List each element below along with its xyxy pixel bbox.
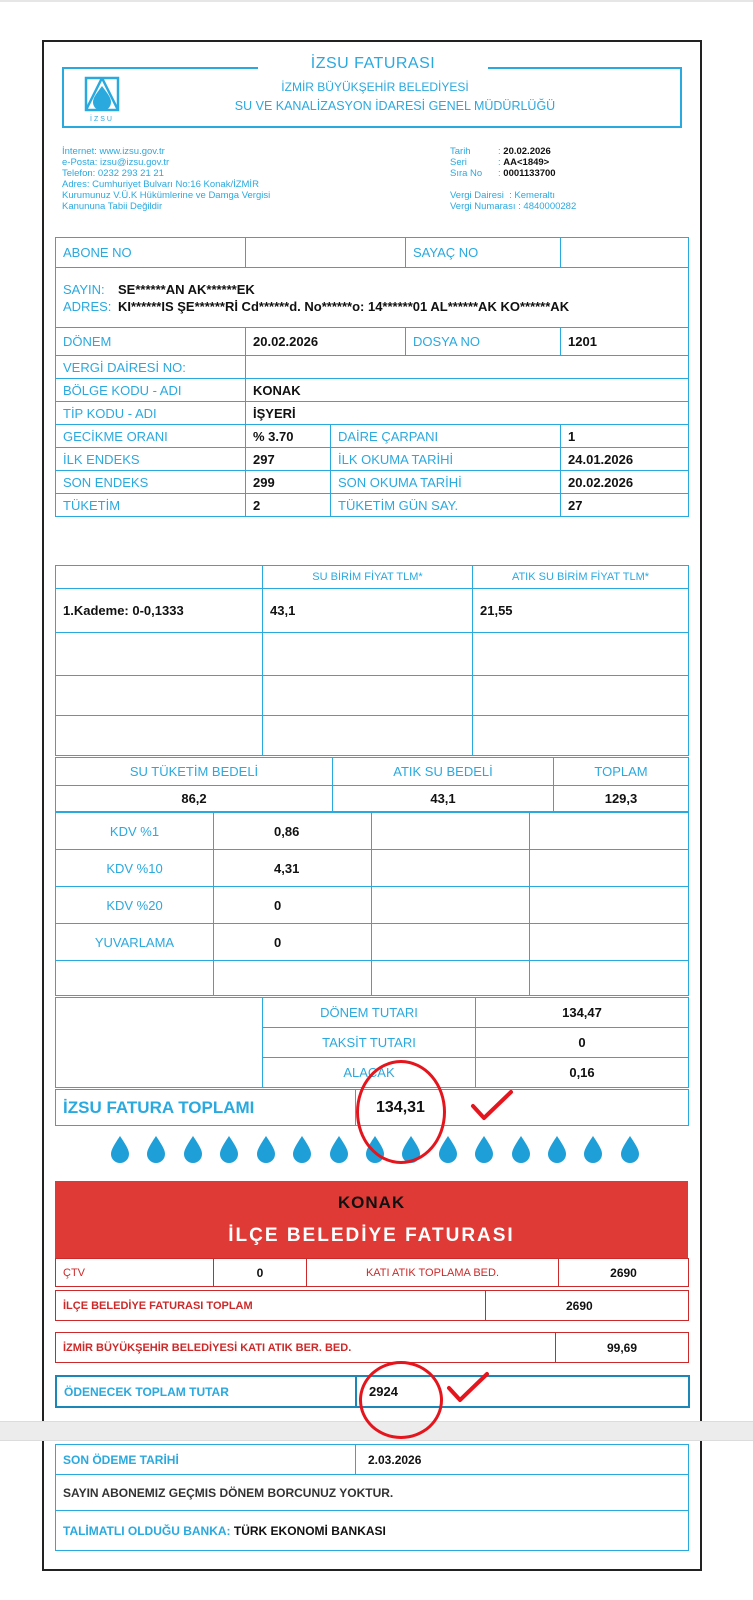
- info-line: Kurumunuz V.Ü.K Hükümlerine ve Damga Vergisi: [62, 190, 271, 201]
- checkmark-icon: [470, 1088, 514, 1124]
- logo-text: İZSU: [90, 116, 114, 123]
- checkmark-icon: [446, 1370, 490, 1406]
- tax-table: [55, 812, 689, 996]
- son-okuma-value: 20.02.2026: [561, 471, 689, 494]
- ctv-label: ÇTV: [56, 1259, 214, 1287]
- sayac-no-label: SAYAÇ NO: [406, 238, 561, 268]
- invoice-meta: Tarih : 20.02.2026 Seri : AA<1849> Sıra No : 0001133700 Vergi Dairesi : Kemeraltı Vergi Numarası : 4840000282: [450, 146, 577, 212]
- bolge-label: BÖLGE KODU - ADI: [56, 379, 246, 402]
- kdv-value: 0,86: [214, 813, 372, 850]
- ilk-endeks-label: İLK ENDEKS: [56, 448, 246, 471]
- bank-value: TÜRK EKONOMİ BANKASI: [233, 1523, 386, 1538]
- contact-info: [62, 146, 270, 212]
- tarih-value: 20.02.2026: [503, 146, 551, 157]
- vergi-dairesi-label: Vergi Dairesi: [450, 190, 504, 201]
- invoice-title: İZSU FATURASI: [258, 55, 488, 73]
- kademe-cell: 1.Kademe: 0-0,1333: [56, 589, 263, 633]
- water-drop-icon: [511, 1135, 531, 1163]
- municipality-name: İZMİR BÜYÜKŞEHİR BELEDİYESİ: [281, 80, 469, 94]
- tip-label: TİP KODU - ADI: [56, 402, 246, 425]
- highlight-circle: [356, 1060, 446, 1164]
- vergi-dairesi-no-label: VERGİ DAİRESİ NO:: [56, 356, 246, 379]
- table-row: [56, 961, 689, 996]
- kdv-label: KDV %1: [56, 813, 214, 850]
- toplam-label: TOPLAM: [554, 758, 689, 786]
- dosya-label: DOSYA NO: [406, 328, 561, 356]
- metro-waste-table: [55, 1332, 689, 1363]
- kati-atik-label: KATI ATIK TOPLAMA BED.: [307, 1259, 559, 1287]
- taksit-value: 0: [476, 1028, 689, 1058]
- water-drop-icon: [547, 1135, 567, 1163]
- table-row: [56, 633, 689, 676]
- donem-tutari-label: DÖNEM TUTARI: [263, 998, 476, 1028]
- table-row: [56, 924, 689, 961]
- ibb-value: 99,69: [556, 1333, 689, 1363]
- debt-note: SAYIN ABONEMIZ GEÇMIS DÖNEM BORCUNUZ YOKTUR.: [56, 1475, 689, 1511]
- ibb-label: İZMİR BÜYÜKŞEHİR BELEDİYESİ KATI ATIK BER. BED.: [56, 1333, 556, 1363]
- water-drop-icon: [110, 1135, 130, 1163]
- donem-tutari-value: 134,47: [476, 998, 689, 1028]
- tariff-corner: [56, 566, 263, 589]
- info-line: İnternet: www.izsu.gov.tr: [62, 146, 165, 157]
- subscriber-name: SE******AN AK******EK: [118, 281, 255, 297]
- su-bedel-label: SU TÜKETİM BEDELİ: [56, 758, 333, 786]
- district-total-table: [55, 1290, 689, 1321]
- highlight-circle: [359, 1361, 443, 1439]
- tarih-label: Tarih: [450, 146, 471, 157]
- fatura-toplami-label: İZSU FATURA TOPLAMI: [56, 1090, 356, 1126]
- district-invoice-title: İLÇE BELEDİYE FATURASI: [228, 1225, 515, 1246]
- son-okuma-label: SON OKUMA TARİHİ: [331, 471, 561, 494]
- water-drop-icon: [256, 1135, 276, 1163]
- table-row: [56, 850, 689, 887]
- seri-label: Seri: [450, 157, 467, 168]
- footer-table: [55, 1444, 689, 1551]
- gecikme-label: GECİKME ORANI: [56, 425, 246, 448]
- alacak-label: ALACAK: [263, 1058, 476, 1088]
- sayin-label: SAYIN:: [63, 281, 105, 297]
- odenecek-label: ÖDENECEK TOPLAM TUTAR: [56, 1376, 356, 1407]
- su-fiyat-header: SU BİRİM FİYAT TLM*: [263, 566, 473, 589]
- tariff-table: [55, 565, 689, 756]
- water-drop-icon: [219, 1135, 239, 1163]
- water-drop-icon: [329, 1135, 349, 1163]
- abone-no-value: [246, 238, 406, 268]
- table-row: [56, 676, 689, 716]
- kdv-value: 0: [214, 924, 372, 961]
- charges-table: [55, 757, 689, 812]
- alacak-value: 0,16: [476, 1058, 689, 1088]
- gecikme-value: % 3.70: [246, 425, 331, 448]
- son-odeme-label: SON ÖDEME TARİHİ: [56, 1445, 356, 1475]
- adres-label: ADRES:: [63, 298, 112, 314]
- info-line: Kanununa Tabii Değildir: [62, 201, 163, 212]
- water-drop-icon: [146, 1135, 166, 1163]
- bank-info: [56, 1511, 689, 1551]
- department-name: SU VE KANALİZASYON İDARESİ GENEL MÜDÜRLÜĞÜ: [234, 99, 556, 113]
- taksit-label: TAKSİT TUTARI: [263, 1028, 476, 1058]
- table-row: [56, 813, 689, 850]
- atik-bedel-value: 43,1: [333, 786, 554, 812]
- sira-value: 0001133700: [503, 168, 556, 179]
- bolge-value: KONAK: [246, 379, 689, 402]
- kdv-value: 0: [214, 887, 372, 924]
- subscriber-info: [56, 268, 689, 328]
- subscriber-address: KI******IS ŞE******Rİ Cd******d. No******o: 14******01 AL******AK KO******AK: [118, 298, 570, 314]
- water-drop-icon: [292, 1135, 312, 1163]
- ilce-toplam-label: İLÇE BELEDİYE FATURASI TOPLAM: [56, 1291, 486, 1321]
- son-endeks-value: 299: [246, 471, 331, 494]
- dosya-value: 1201: [561, 328, 689, 356]
- su-bedel-value: 86,2: [56, 786, 333, 812]
- info-line: Telefon: 0232 293 21 21: [62, 168, 164, 179]
- tuketim-value: 2: [246, 494, 331, 517]
- son-odeme-value: 2.03.2026: [356, 1445, 689, 1475]
- kdv-label: KDV %10: [56, 850, 214, 887]
- odenecek-value: 2924: [356, 1376, 689, 1407]
- tip-value: İŞYERİ: [246, 402, 689, 425]
- top-divider: [0, 0, 753, 2]
- ilce-toplam-value: 2690: [486, 1291, 689, 1321]
- ctv-value: 0: [214, 1259, 307, 1287]
- gun-value: 27: [561, 494, 689, 517]
- table-row: [56, 589, 689, 633]
- info-line: e-Posta: izsu@izsu.gov.tr: [62, 157, 170, 168]
- water-drop-icon: [620, 1135, 640, 1163]
- water-drop-icon: [438, 1135, 458, 1163]
- table-row: [56, 887, 689, 924]
- sayac-no-value: [561, 238, 689, 268]
- tuketim-label: TÜKETİM: [56, 494, 246, 517]
- district-name: KONAK: [337, 1193, 406, 1212]
- subscriber-table: [55, 237, 689, 328]
- gun-label: TÜKETİM GÜN SAY.: [331, 494, 561, 517]
- toplam-value: 129,3: [554, 786, 689, 812]
- ilk-endeks-value: 297: [246, 448, 331, 471]
- table-row: [56, 716, 689, 756]
- ilk-okuma-label: İLK OKUMA TARİHİ: [331, 448, 561, 471]
- water-drop-icon: [474, 1135, 494, 1163]
- vergi-dairesi-no-value: [246, 356, 689, 379]
- vergi-no-label: Vergi Numarası: [450, 201, 516, 212]
- kdv-value: 4,31: [214, 850, 372, 887]
- kdv-label: YUVARLAMA: [56, 924, 214, 961]
- summary-blank: [56, 998, 263, 1088]
- district-invoice-header: [55, 1181, 688, 1258]
- water-drop-icon: [183, 1135, 203, 1163]
- seri-value: AA<1849>: [503, 157, 550, 168]
- abone-no-label: ABONE NO: [56, 238, 246, 268]
- daire-value: 1: [561, 425, 689, 448]
- sira-label: Sıra No: [450, 168, 483, 179]
- kdv-label: KDV %20: [56, 887, 214, 924]
- su-fiyat-cell: 43,1: [263, 589, 473, 633]
- info-line: Adres: Cumhuriyet Bulvarı No:16 Konak/İZMİR: [62, 179, 259, 190]
- water-drop-icon: [583, 1135, 603, 1163]
- ilk-okuma-value: 24.01.2026: [561, 448, 689, 471]
- donem-label: DÖNEM: [56, 328, 246, 356]
- header-box: [62, 67, 682, 128]
- vergi-no-value: 4840000282: [523, 201, 577, 212]
- daire-label: DAİRE ÇARPANI: [331, 425, 561, 448]
- vergi-dairesi-value: Kemeraltı: [514, 190, 556, 201]
- atik-fiyat-cell: 21,55: [473, 589, 689, 633]
- kati-atik-value: 2690: [559, 1259, 689, 1287]
- fatura-toplami-value: 134,31: [356, 1090, 689, 1126]
- atik-fiyat-header: ATIK SU BİRİM FİYAT TLM*: [473, 566, 689, 589]
- donem-value: 20.02.2026: [246, 328, 406, 356]
- son-endeks-label: SON ENDEKS: [56, 471, 246, 494]
- district-table: [55, 1258, 689, 1287]
- atik-bedel-label: ATIK SU BEDELİ: [333, 758, 554, 786]
- details-table: [55, 327, 689, 517]
- bank-label: TALİMATLI OLDUĞU BANKA:: [63, 1523, 231, 1538]
